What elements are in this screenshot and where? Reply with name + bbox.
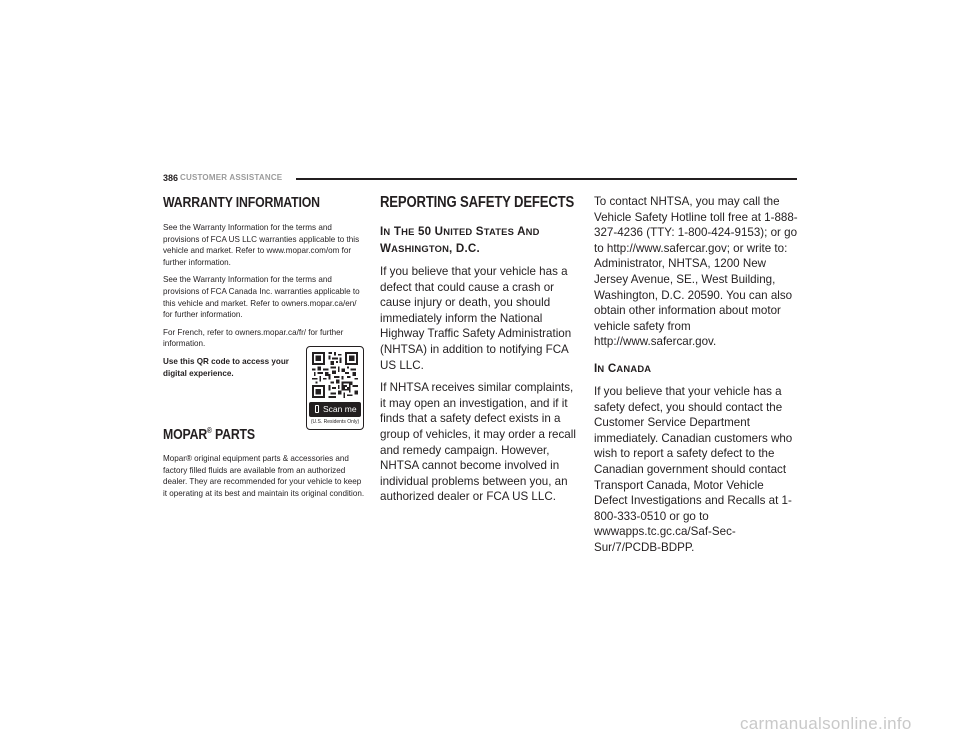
safety-heading: REPORTING SAFETY DEFECTS xyxy=(380,194,575,211)
scan-me-band[interactable] xyxy=(309,402,361,417)
us-paragraph-2: If NHTSA receives similar complaints, it may open an investigation, and if it finds that a safety defect exists in a group of vehicles, it may order a recall and remedy campaign. However, NHTSA cannot become involved in individual problems between you, an authorized dealer or FCA US LLC. xyxy=(380,381,576,504)
qr-code-icon xyxy=(312,352,358,398)
us-subheading: IN THE 50 UNITED STATES AND WASHINGTON, D.C. xyxy=(380,225,540,255)
mopar-paragraph: Mopar® original equipment parts & accessories and factory filled fluids are available from an authorized dealer. They are recommended for your vehicle to keep it operating at its best and maintain its original condition. xyxy=(163,454,365,498)
header-rule xyxy=(296,178,797,180)
watermark: carmanualsonline.info xyxy=(740,714,912,733)
page-number: 386 xyxy=(163,173,179,183)
registered-mark: ® xyxy=(207,426,212,436)
warranty-paragraph-french: For French, refer to owners.mopar.ca/fr/ for further information. xyxy=(163,327,344,349)
warranty-heading: WARRANTY INFORMATION xyxy=(163,194,320,211)
canada-subheading: IN CANADA xyxy=(594,361,652,375)
column-middle xyxy=(380,194,580,512)
warranty-paragraph-us: See the Warranty Information for the terms and provisions of FCA US LLC warranties applicable to this vehicle and market. Refer to www.mopar.com/om for further information. xyxy=(163,223,360,267)
mopar-heading xyxy=(163,426,329,443)
mopar-heading-suffix: PARTS xyxy=(211,426,255,444)
qr-code-box[interactable] xyxy=(306,346,364,430)
scan-me-label: Scan me xyxy=(323,404,357,414)
warranty-paragraph-canada: See the Warranty Information for the terms and provisions of FCA Canada Inc. warranties applicable to this vehicle and market. Refer to owners.mopar.ca/en/ for further information. xyxy=(163,275,360,320)
section-title: CUSTOMER ASSISTANCE xyxy=(180,173,283,182)
mopar-heading-brand: MOPAR xyxy=(163,426,208,444)
page-header xyxy=(163,172,797,186)
canada-paragraph: If you believe that your vehicle has a safety defect, you should contact the Customer Service Department immediately. Canadian customers who wish to report a safety defect to the Canadian government should contact Transport Canada, Motor Vehicle Defect Investigations and Recalls at 1-800-333-0510 or go to wwwapps.tc.gc.ca/Saf-Sec-Sur/7/PCDB-BDPP. xyxy=(594,384,793,554)
phone-icon xyxy=(315,405,319,413)
column-right xyxy=(594,194,800,562)
qr-prompt: Use this QR code to access your digital experience. xyxy=(163,356,289,378)
us-paragraph-3: To contact NHTSA, you may call the Vehicle Safety Hotline toll free at 1-888-327-4236 (TTY: 1-800-424-9153); or go to http://www.safercar.gov; or write to: Administrator, NHTSA, 1200 New Jersey Avenue, SE., West Building, Washington, D.C. 20590. You can also obtain other information about motor vehicle safety from http://www.safercar.gov. xyxy=(594,195,798,349)
us-paragraph-1: If you believe that your vehicle has a defect that could cause a crash or cause injury or death, you should immediately inform the National Highway Traffic Safety Administration (NHTSA) in addition to notifying FCA US LLC. xyxy=(380,265,572,372)
qr-residents-note: (U.S. Residents Only) xyxy=(310,419,360,425)
